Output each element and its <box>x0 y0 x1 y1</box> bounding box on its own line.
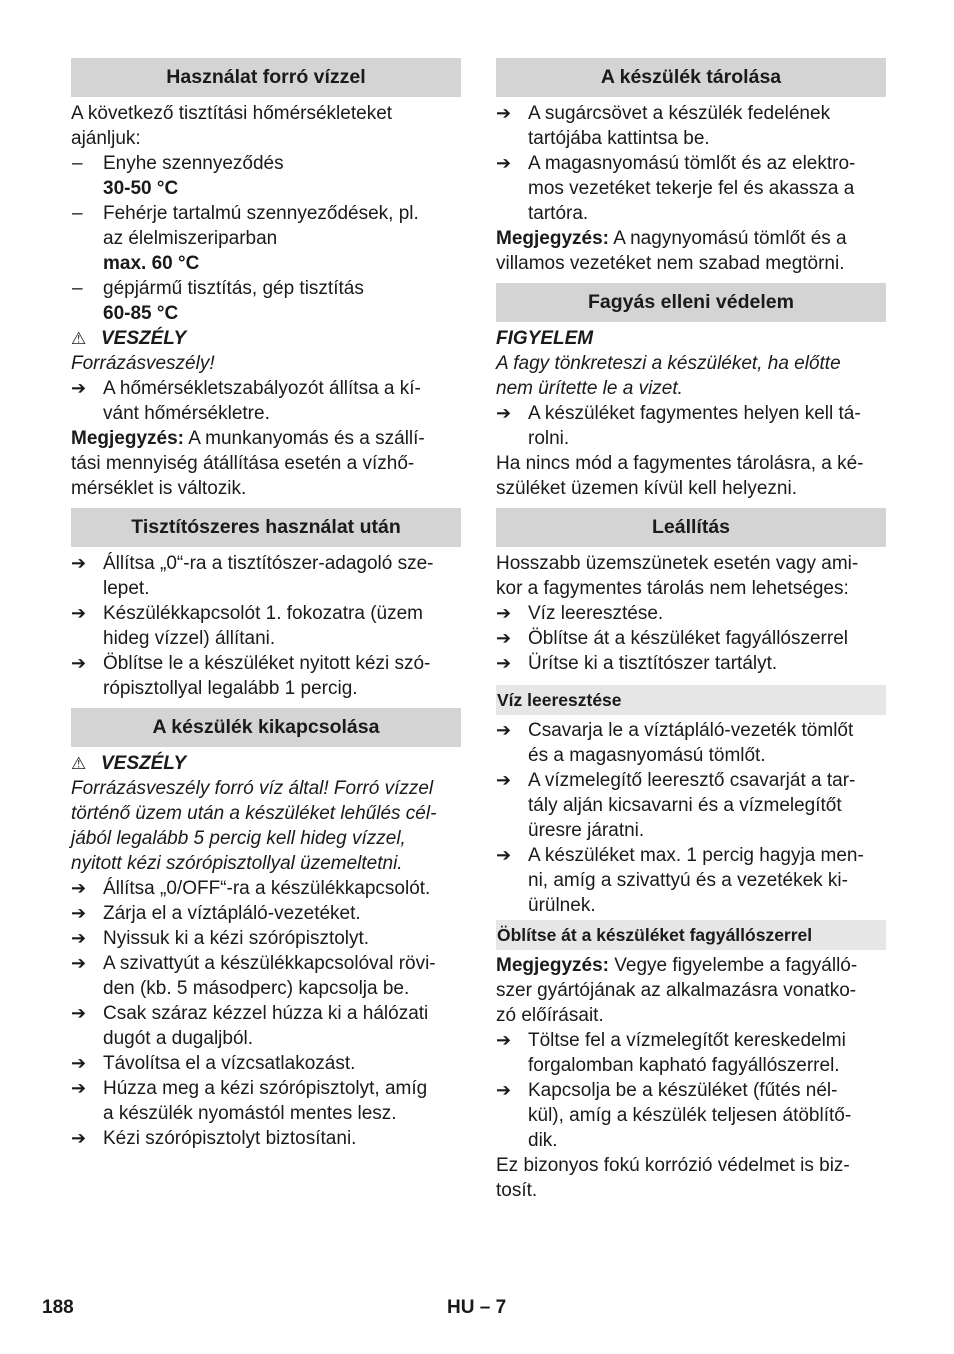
step: ➔ Nyissuk ki a kézi szórópisztolyt. <box>71 928 370 949</box>
subsection-title: Víz leeresztése <box>496 685 886 715</box>
section-title: A készülék tárolása <box>496 58 886 97</box>
section-title: Leállítás <box>496 508 886 547</box>
step: ➔ Töltse fel a vízmelegítőt kereskedelmi forgalomban kapható fagyállószerrel. <box>496 1030 846 1076</box>
paragraph: Ez bizonyos fokú korrózió védelmet is biz- tosít. <box>496 1155 850 1201</box>
step: ➔ A készüléket fagymentes helyen kell tá- rolni. <box>496 403 861 449</box>
step: ➔ Húzza meg a kézi szórópisztolyt, amíg a készülék nyomástól mentes lesz. <box>71 1078 428 1124</box>
step: ➔ A magasnyomású tömlőt és az elektro- mos vezetéket tekerje fel és akassza a tartóra. <box>496 153 856 224</box>
temperature-value: max. 60 °C <box>103 253 200 274</box>
arrow-icon: ➔ <box>71 653 87 673</box>
section-title: Használat forró vízzel <box>71 58 461 97</box>
note-label: Megjegyzés: <box>496 228 609 249</box>
left-column <box>71 58 461 1151</box>
step: ➔ Öblítse le a készüléket nyitott kézi szó- rópisztollyal legalább 1 percig. <box>71 653 431 699</box>
arrow-icon: ➔ <box>496 770 512 790</box>
warning-icon: ⚠ <box>71 754 87 773</box>
arrow-icon: ➔ <box>496 153 512 173</box>
step: ➔ Kézi szórópisztolyt biztosítani. <box>71 1128 357 1149</box>
step: ➔ Víz leeresztése. <box>496 603 664 624</box>
step: ➔ Zárja el a víztápláló-vezetéket. <box>71 903 361 924</box>
arrow-icon: ➔ <box>71 1078 87 1098</box>
danger-text: Forrázásveszély forró víz által! Forró vízzel történő üzem után a készüléket lehűlés cél- jából legalább 5 percig kell hideg vízzel, nyitott kézi szórópisztollyal üzemeltetni. <box>71 778 437 874</box>
arrow-icon: ➔ <box>496 603 512 623</box>
page-label: HU – 7 <box>447 1297 507 1318</box>
arrow-icon: ➔ <box>71 903 87 923</box>
attention-heading: FIGYELEM <box>496 328 594 349</box>
step: ➔ A készüléket max. 1 percig hagyja men- ni, amíg a szivattyú és a vezetékek ki- ürülnek. <box>496 845 864 916</box>
arrow-icon: ➔ <box>496 845 512 865</box>
arrow-icon: ➔ <box>496 653 512 673</box>
danger-heading: ⚠ VESZÉLY <box>71 753 187 774</box>
note-label: Megjegyzés: <box>496 955 609 976</box>
step: ➔ A szivattyút a készülékkapcsolóval rövi- den (kb. 5 másodperc) kapcsolja be. <box>71 953 436 999</box>
arrow-icon: ➔ <box>71 1128 87 1148</box>
note-label: Megjegyzés: <box>71 428 184 449</box>
arrow-icon: ➔ <box>71 878 87 898</box>
arrow-icon: ➔ <box>496 628 512 648</box>
paragraph: A következő tisztítási hőmérsékleteket ajánljuk: <box>71 103 393 149</box>
step: ➔ Ürítse ki a tisztítószer tartályt. <box>496 653 778 674</box>
arrow-icon: ➔ <box>496 1080 512 1100</box>
danger-text: Forrázásveszély! <box>71 353 215 374</box>
step: ➔ Csak száraz kézzel húzza ki a hálózati dugót a dugaljból. <box>71 1003 429 1049</box>
dash-bullet: – <box>72 278 83 299</box>
spacer <box>496 501 886 508</box>
subsection-title: Öblítse át a készüléket fagyállószerrel <box>496 920 886 950</box>
warning-icon: ⚠ <box>71 329 87 348</box>
section-title: Fagyás elleni védelem <box>496 283 886 322</box>
arrow-icon: ➔ <box>71 553 87 573</box>
step: ➔ Öblítse át a készüléket fagyállószerrel <box>496 628 848 649</box>
step: ➔ Állítsa „0/OFF“-ra a készülékkapcsolót. <box>71 878 431 899</box>
arrow-icon: ➔ <box>71 953 87 973</box>
arrow-icon: ➔ <box>496 403 512 423</box>
arrow-icon: ➔ <box>71 1003 87 1023</box>
spacer <box>71 501 461 508</box>
arrow-icon: ➔ <box>71 928 87 948</box>
list-item: – Fehérje tartalmú szennyeződések, pl. az élelmiszeriparban max. 60 °C <box>72 203 419 274</box>
list-item: – gépjármű tisztítás, gép tisztítás 60-85 °C <box>72 278 364 324</box>
paragraph: Ha nincs mód a fagymentes tárolásra, a ké- szüléket üzemen kívül kell helyezni. <box>496 453 864 499</box>
arrow-icon: ➔ <box>496 1030 512 1050</box>
spacer <box>496 276 886 283</box>
step: ➔ Távolítsa el a vízcsatlakozást. <box>71 1053 356 1074</box>
arrow-icon: ➔ <box>496 720 512 740</box>
arrow-icon: ➔ <box>71 1053 87 1073</box>
right-column <box>496 58 886 1203</box>
arrow-icon: ➔ <box>71 603 87 623</box>
step: ➔ Készülékkapcsolót 1. fokozatra (üzem hideg vízzel) állítani. <box>71 603 423 649</box>
arrow-icon: ➔ <box>71 378 87 398</box>
list-item: – Enyhe szennyeződés 30-50 °C <box>72 153 284 199</box>
note: Megjegyzés: A munkanyomás és a szállí- tási mennyiség átállítása esetén a vízhő- mérséklet is változik. <box>71 428 425 499</box>
note: Megjegyzés: Vegye figyelembe a fagyálló- szer gyártójának az alkalmazásra vonatko- zó előírásait. <box>496 955 858 1026</box>
dash-bullet: – <box>72 203 83 224</box>
danger-heading: ⚠ VESZÉLY <box>71 328 187 349</box>
step: ➔ Csavarja le a víztápláló-vezeték tömlőt és a magasnyomású tömlőt. <box>496 720 854 766</box>
step: ➔ A hőmérsékletszabályozót állítsa a kí- vánt hőmérsékletre. <box>71 378 421 424</box>
note: Megjegyzés: A nagynyomású tömlőt és a villamos vezetéket nem szabad megtörni. <box>496 228 847 274</box>
temperature-value: 30-50 °C <box>103 178 179 199</box>
page-number: 188 <box>42 1297 74 1318</box>
temperature-value: 60-85 °C <box>103 303 179 324</box>
section-title: A készülék kikapcsolása <box>71 708 461 747</box>
step: ➔ A vízmelegítő leeresztő csavarját a tar- tály alján kicsavarni és a vízmelegítőt üresre járatni. <box>496 770 856 841</box>
arrow-icon: ➔ <box>496 103 512 123</box>
step: ➔ Kapcsolja be a készüléket (fűtés nél- kül), amíg a készülék teljesen átöblítő- dik. <box>496 1080 852 1151</box>
paragraph: Hosszabb üzemszünetek esetén vagy ami- kor a fagymentes tárolás nem lehetséges: <box>496 553 859 599</box>
step: ➔ Állítsa „0“-ra a tisztítószer-adagoló sze- lepet. <box>71 553 434 599</box>
spacer <box>496 676 886 683</box>
section-title: Tisztítószeres használat után <box>71 508 461 547</box>
spacer <box>71 701 461 708</box>
attention-text: A fagy tönkreteszi a készüléket, ha előtte nem ürítette le a vizet. <box>496 353 841 399</box>
step: ➔ A sugárcsövet a készülék fedelének tartójába kattintsa be. <box>496 103 831 149</box>
dash-bullet: – <box>72 153 83 174</box>
